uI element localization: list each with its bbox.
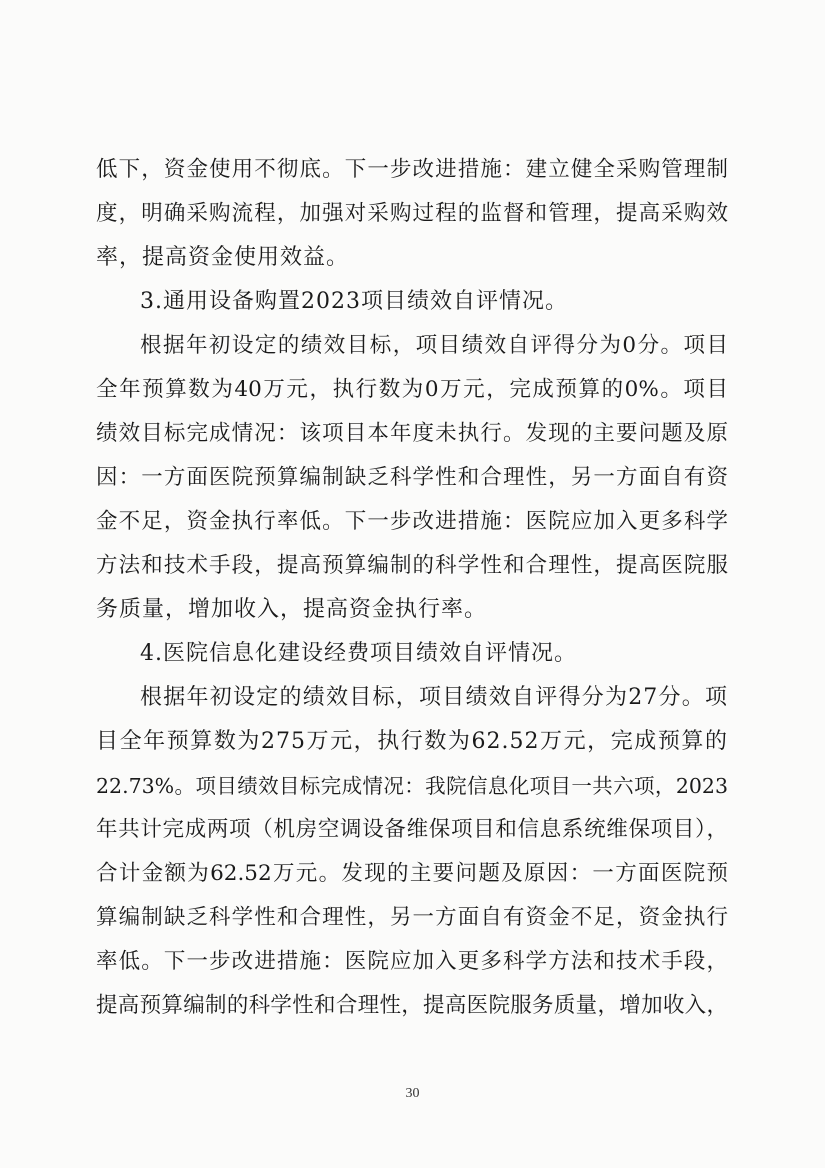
text-line: 务质量，增加收入，提高资金执行率。 [96, 597, 488, 622]
text-line: 22.73%。项目绩效目标完成情况：我院信息化项目一共六项，2023 [96, 774, 728, 798]
section-heading: 4.医院信息化建设经费项目绩效自评情况。 [140, 641, 577, 666]
text-line: 率，提高资金使用效益。 [96, 245, 350, 270]
text-line: 方法和技术手段，提高预算编制的科学性和合理性，提高医院服 [96, 553, 728, 578]
text-line: 提高预算编制的科学性和合理性，提高医院服务质量，增加收入， [96, 993, 728, 1018]
text-line: 因：一方面医院预算编制缺乏科学性和合理性，另一方面自有资 [96, 465, 728, 490]
text-line: 根据年初设定的绩效目标，项目绩效自评得分为27分。项 [140, 685, 728, 710]
text-line: 算编制缺乏科学性和合理性，另一方面自有资金不足，资金执行 [96, 905, 728, 930]
page-number: 30 [405, 1086, 420, 1101]
body-text [96, 148, 728, 1028]
text-line: 绩效目标完成情况：该项目本年度未执行。发现的主要问题及原 [96, 421, 728, 446]
text-line: 目全年预算数为275万元，执行数为62.52万元，完成预算的 [96, 729, 728, 754]
text-line: 根据年初设定的绩效目标，项目绩效自评得分为0分。项目 [140, 333, 728, 358]
text-line: 率低。下一步改进措施：医院应加入更多科学方法和技术手段， [96, 949, 728, 974]
section-heading: 3.通用设备购置2023项目绩效自评情况。 [140, 289, 568, 314]
text-line: 度，明确采购流程，加强对采购过程的监督和管理，提高采购效 [96, 201, 728, 226]
text-line: 全年预算数为40万元，执行数为0万元，完成预算的0%。项目 [96, 377, 728, 402]
text-line: 合计金额为62.52万元。发现的主要问题及原因：一方面医院预 [96, 861, 728, 886]
text-line: 金不足，资金执行率低。下一步改进措施：医院应加入更多科学 [96, 509, 728, 534]
text-line: 年共计完成两项（机房空调设备维保项目和信息系统维保项目）， [96, 817, 728, 842]
text-line: 低下，资金使用不彻底。下一步改进措施：建立健全采购管理制 [96, 157, 728, 182]
